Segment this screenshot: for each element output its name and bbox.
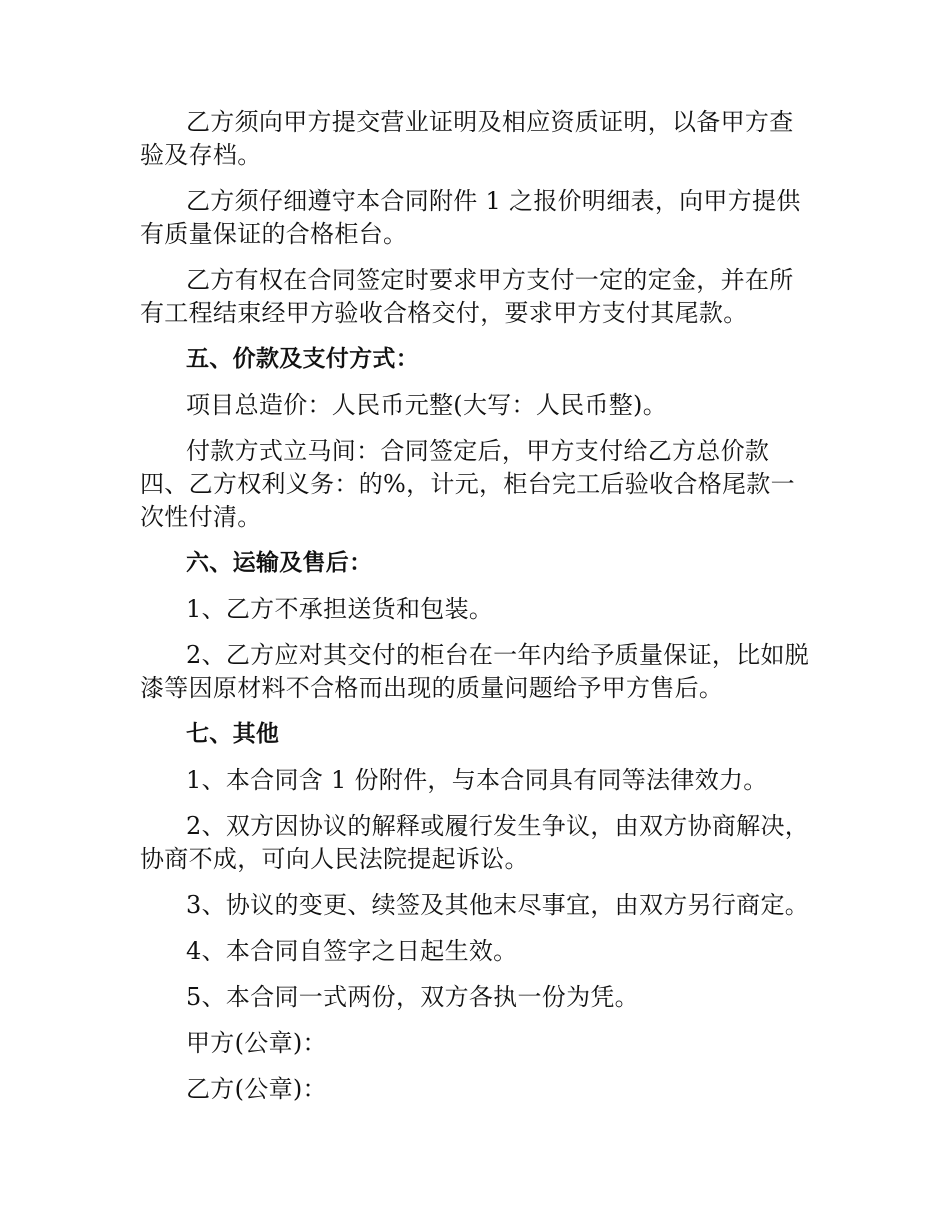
paragraph-transport-2: 2、乙方应对其交付的柜台在一年内给予质量保证，比如脱漆等因原材料不合格而出现的质量问题给予甲方售后。 [140, 641, 810, 702]
document-page [140, 106, 810, 1119]
section-heading-other: 七、其他 [186, 721, 280, 747]
paragraph-payment-method: 付款方式立马间：合同签定后，甲方支付给乙方总价款四、乙方权利义务：的%，计元，柜台完工后验收合格尾款一次性付清。 [140, 437, 795, 531]
section-heading-payment: 五、价款及支付方式： [186, 346, 419, 372]
paragraph-total-price: 项目总造价：人民币元整(大写：人民币整)。 [186, 391, 668, 419]
signature-party-b: 乙方(公章)： [186, 1075, 327, 1103]
paragraph-other-3: 3、协议的变更、续签及其他末尽事宜，由双方另行商定。 [186, 891, 810, 919]
paragraph-deposit-right: 乙方有权在合同签定时要求甲方支付一定的定金，并在所有工程结束经甲方验收合格交付，要求甲方支付其尾款。 [140, 266, 794, 327]
signature-party-a: 甲方(公章)： [186, 1029, 327, 1057]
paragraph-other-2: 2、双方因协议的解释或履行发生争议，由双方协商解决，协商不成，可向人民法院提起诉讼。 [140, 812, 810, 873]
paragraph-other-4: 4、本合同自签字之日起生效。 [186, 937, 518, 965]
section-heading-transport: 六、运输及售后： [186, 550, 373, 576]
paragraph-other-5: 5、本合同一式两份，双方各执一份为凭。 [186, 983, 639, 1011]
paragraph-submit-license: 乙方须向甲方提交营业证明及相应资质证明，以备甲方查验及存档。 [140, 108, 794, 169]
paragraph-other-1: 1、本合同含 1 份附件，与本合同具有同等法律效力。 [186, 766, 768, 794]
paragraph-transport-1: 1、乙方不承担送货和包装。 [186, 595, 494, 623]
paragraph-quote-compliance: 乙方须仔细遵守本合同附件 1 之报价明细表，向甲方提供有质量保证的合格柜台。 [140, 187, 801, 248]
